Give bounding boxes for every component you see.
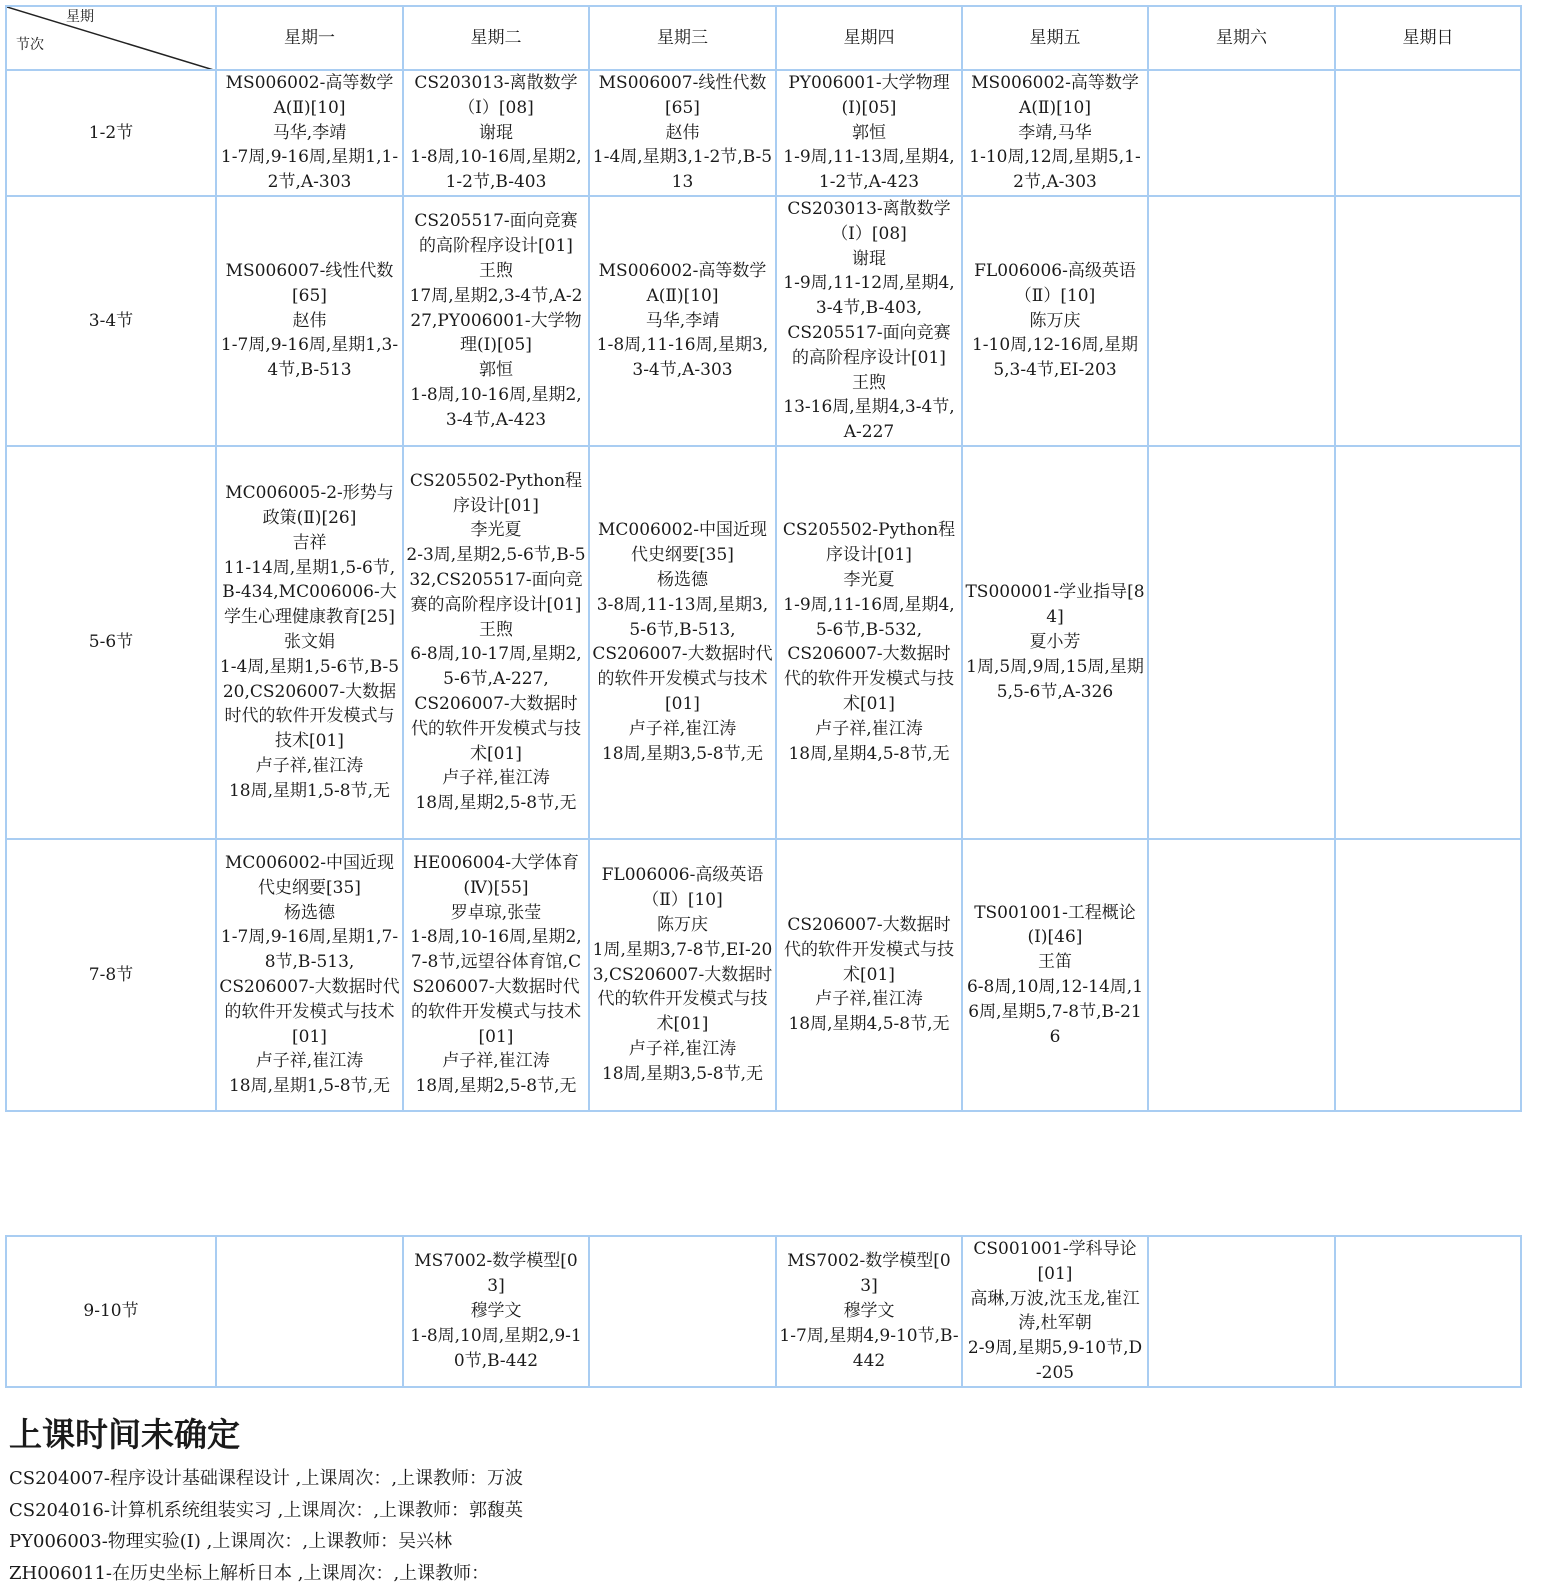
course-cell [216,1236,403,1387]
period-label: 9-10节 [6,1236,216,1387]
timetable [5,5,1522,1112]
course-cell: CS203013-离散数学（I）[08] 谢琨 1-8周,10-16周,星期2,1-2节,B-403 [403,70,589,196]
course-cell: MS7002-数学模型[03] 穆学文 1-8周,10周,星期2,9-10节,B-442 [403,1236,589,1387]
course-cell: CS205502-Python程序设计[01] 李光夏 1-9周,11-16周,星期4,5-6节,B-532, CS206007-大数据时代的软件开发模式与技术[01] 卢子祥,崔江涛 18周,星期4,5-8节,无 [776,446,962,839]
course-cell: TS001001-工程概论(Ⅰ)[46] 王笛 6-8周,10周,12-14周,16周,星期5,7-8节,B-216 [962,839,1148,1111]
evening-timetable [5,1235,1522,1388]
course-cell [1148,70,1335,196]
course-cell [1148,446,1335,839]
period-label: 1-2节 [6,70,216,196]
header-row [6,6,1521,70]
corner-header [6,6,216,70]
course-cell: FL006006-高级英语（Ⅱ）[10] 陈万庆 1周,星期3,7-8节,EI-203,CS206007-大数据时代的软件开发模式与技术[01] 卢子祥,崔江涛 18周,星期3,5-8节,无 [589,839,776,1111]
course-cell [1148,196,1335,446]
day-header: 星期四 [776,6,962,70]
course-cell: MC006005-2-形势与政策(Ⅱ)[26] 吉祥 11-14周,星期1,5-6节,B-434,MC006006-大学生心理健康教育[25] 张文娟 1-4周,星期1,5-6节,B-520,CS206007-大数据时代的软件开发模式与技术[01] 卢子祥,崔江涛 18周,星期1,5-8节,无 [216,446,403,839]
course-cell: CS001001-学科导论[01] 高琳,万波,沈玉龙,崔江涛,杜军朝 2-9周,星期5,9-10节,D-205 [962,1236,1148,1387]
course-cell: MS006007-线性代数[65] 赵伟 1-7周,9-16周,星期1,3-4节,B-513 [216,196,403,446]
period-row [6,839,1521,1111]
day-header: 星期五 [962,6,1148,70]
course-cell: MC006002-中国近现代史纲要[35] 杨选德 1-7周,9-16周,星期1,7-8节,B-513, CS206007-大数据时代的软件开发模式与技术[01] 卢子祥,崔江涛 18周,星期1,5-8节,无 [216,839,403,1111]
unscheduled-title: 上课时间未确定 [9,1415,240,1454]
course-cell [1148,839,1335,1111]
course-cell: PY006001-大学物理(Ⅰ)[05] 郭恒 1-9周,11-13周,星期4,1-2节,A-423 [776,70,962,196]
course-cell: MS006002-高等数学 A(Ⅱ)[10] 马华,李靖 1-8周,11-16周,星期3,3-4节,A-303 [589,196,776,446]
period-label: 5-6节 [6,446,216,839]
course-cell [1335,196,1521,446]
course-cell: TS000001-学业指导[84] 夏小芳 1周,5周,9周,15周,星期5,5-6节,A-326 [962,446,1148,839]
course-cell: HE006004-大学体育(Ⅳ)[55] 罗卓琼,张莹 1-8周,10-16周,星期2,7-8节,远望谷体育馆,CS206007-大数据时代的软件开发模式与技术[01] 卢子祥,崔江涛 18周,星期2,5-8节,无 [403,839,589,1111]
course-cell: CS206007-大数据时代的软件开发模式与技术[01] 卢子祥,崔江涛 18周,星期4,5-8节,无 [776,839,962,1111]
corner-period-label: 节次 [16,37,44,53]
day-header: 星期三 [589,6,776,70]
course-cell [1335,839,1521,1111]
unscheduled-item: ZH006011-在历史坐标上解析日本 ,上课周次：,上课教师： [9,1562,490,1584]
unscheduled-item: CS204007-程序设计基础课程设计 ,上课周次：,上课教师：万波 [9,1468,524,1489]
period-label: 3-4节 [6,196,216,446]
course-cell: MC006002-中国近现代史纲要[35] 杨选德 3-8周,11-13周,星期3,5-6节,B-513, CS206007-大数据时代的软件开发模式与技术[01] 卢子祥,崔江涛 18周,星期3,5-8节,无 [589,446,776,839]
unscheduled-item: CS204016-计算机系统组装实习 ,上课周次：,上课教师：郭馥英 [9,1499,524,1521]
course-cell [1335,70,1521,196]
course-cell [1335,446,1521,839]
course-cell: CS205517-面向竞赛的高阶程序设计[01] 王煦 17周,星期2,3-4节,A-227,PY006001-大学物理(Ⅰ)[05] 郭恒 1-8周,10-16周,星期2,3-4节,A-423 [403,196,589,446]
period-row [6,70,1521,196]
course-cell: FL006006-高级英语（Ⅱ）[10] 陈万庆 1-10周,12-16周,星期5,3-4节,EI-203 [962,196,1148,446]
unscheduled-section [9,1415,523,1589]
course-cell [589,1236,776,1387]
course-cell: CS203013-离散数学（I）[08] 谢琨 1-9周,11-12周,星期4,3-4节,B-403, CS205517-面向竞赛的高阶程序设计[01] 王煦 13-16周,星期4,3-4节,A-227 [776,196,962,446]
corner-week-label: 星期 [66,9,94,25]
day-header: 星期日 [1335,6,1521,70]
day-header: 星期六 [1148,6,1335,70]
course-cell: CS205502-Python程序设计[01] 李光夏 2-3周,星期2,5-6节,B-532,CS205517-面向竞赛的高阶程序设计[01] 王煦 6-8周,10-17周,星期2,5-6节,A-227, CS206007-大数据时代的软件开发模式与技术[01] 卢子祥,崔江涛 18周,星期2,5-8节,无 [403,446,589,839]
course-cell: MS006007-线性代数[65] 赵伟 1-4周,星期3,1-2节,B-513 [589,70,776,196]
day-header: 星期二 [403,6,589,70]
course-cell: MS006002-高等数学 A(Ⅱ)[10] 李靖,马华 1-10周,12周,星期5,1-2节,A-303 [962,70,1148,196]
course-cell [1335,1236,1521,1387]
period-label: 7-8节 [6,839,216,1111]
period-row [6,196,1521,446]
period-row [6,1236,1521,1387]
period-row [6,446,1521,839]
day-header: 星期一 [216,6,403,70]
course-cell: MS006002-高等数学 A(Ⅱ)[10] 马华,李靖 1-7周,9-16周,星期1,1-2节,A-303 [216,70,403,196]
course-cell [1148,1236,1335,1387]
unscheduled-item: PY006003-物理实验(Ⅰ) ,上课周次：,上课教师：吴兴林 [9,1531,453,1552]
course-cell: MS7002-数学模型[03] 穆学文 1-7周,星期4,9-10节,B-442 [776,1236,962,1387]
